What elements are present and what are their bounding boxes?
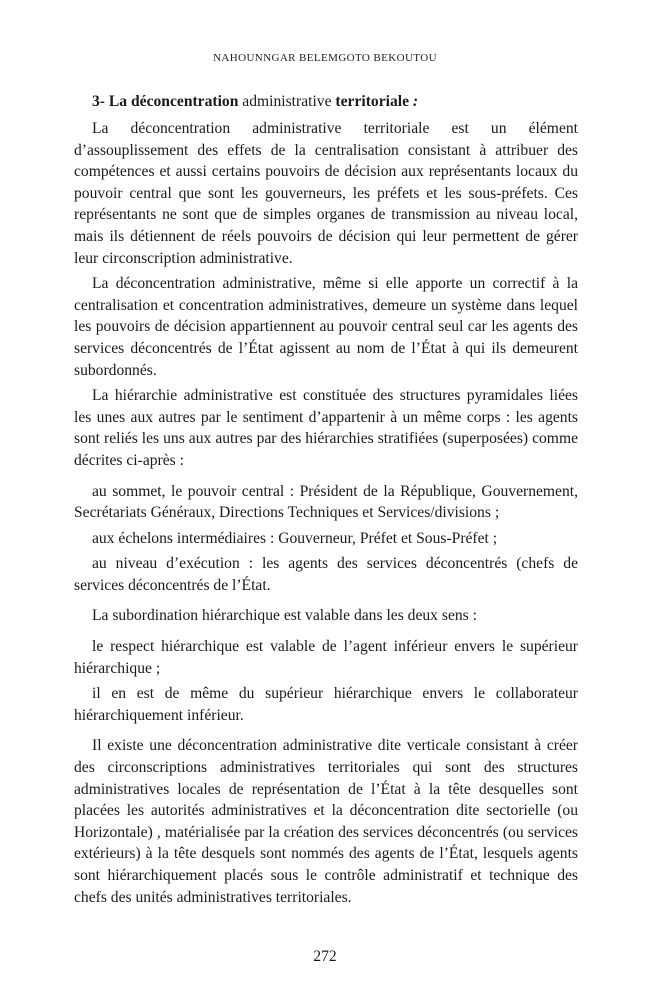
- section-number: 3-: [92, 93, 109, 110]
- running-header: NAHOUNNGAR BELEMGOTO BEKOUTOU: [213, 52, 437, 64]
- list-item-execution: au niveau d’exécution : les agents des services déconcentrés (chefs de services déconcentrés de l’État.: [74, 555, 578, 594]
- section-term-deconcentration: La déconcentration: [108, 93, 239, 110]
- paragraph-subordination: La subordination hiérarchique est valable dans les deux sens :: [92, 607, 477, 625]
- page-number: 272: [313, 948, 337, 965]
- section-term-administrative: administrative: [238, 93, 336, 110]
- list-item-echelons: aux échelons intermédiaires : Gouverneur, Préfet et Sous-Préfet ;: [92, 529, 498, 547]
- section-heading: [74, 92, 578, 112]
- section-colon: :: [409, 93, 419, 110]
- paragraph-definition: La déconcentration administrative territoriale est un élément d’assouplissement des effets de la centralisation consistant à attribuer des compétences et aussi certains pouvoirs de décision aux représentants locaux du pouvoir central que sont les gouverneurs, les préfets et les sous-préfets. Ces représentants ne sont que de simples organes de transmission au niveau local, mais ils détiennent de réels pouvoirs de décision qui leur permettent de gérer leur circonscription administrative.: [74, 120, 578, 267]
- paragraph-verticale-sectorielle: Il existe une déconcentration administrative dite verticale consistant à créer des circonscriptions administratives territoriales qui sont des structures administratives locales de représentation de l’État à la tête desquelles sont placées les autorités administratives et la déconcentration dite sectorielle (ou Horizontale) , matérialisée par la création des services déconcentrés (ou services extérieurs) à la tête desquels sont nommés des agents de l’État, lesquels agents sont hiérarchiquement placés sous le contrôle administratif et technique des chefs des unités administratives territoriales.: [74, 737, 578, 906]
- page-body: [74, 92, 578, 908]
- paragraph-hierarchie: La hiérarchie administrative est constituée des structures pyramidales liées les unes aux autres par le sentiment d’appartenir à un même corps : les agents sont reliés les uns aux autres par des hiérarchies stratifiées (superposées) comme décrites ci-après :: [74, 387, 578, 469]
- paragraph-correctif: La déconcentration administrative, même si elle apporte un correctif à la centralisation et concentration administratives, demeure un système dans lequel les pouvoirs de décision appartiennent au pouvoir central seul car les agents des services déconcentrés de l’État agissent au nom de l’État à qui ils demeurent subordonnés.: [74, 275, 578, 379]
- list-item-superieur: il en est de même du supérieur hiérarchique envers le collaborateur hiérarchiquement inférieur.: [74, 685, 578, 724]
- list-item-sommet: au sommet, le pouvoir central : Président de la République, Gouvernement, Secrétariats Généraux, Directions Techniques et Services/divisions ;: [74, 482, 578, 522]
- list-item-respect: le respect hiérarchique est valable de l’agent inférieur envers le supérieur hiérarchique ;: [74, 638, 578, 677]
- section-term-territoriale: territoriale: [335, 93, 410, 110]
